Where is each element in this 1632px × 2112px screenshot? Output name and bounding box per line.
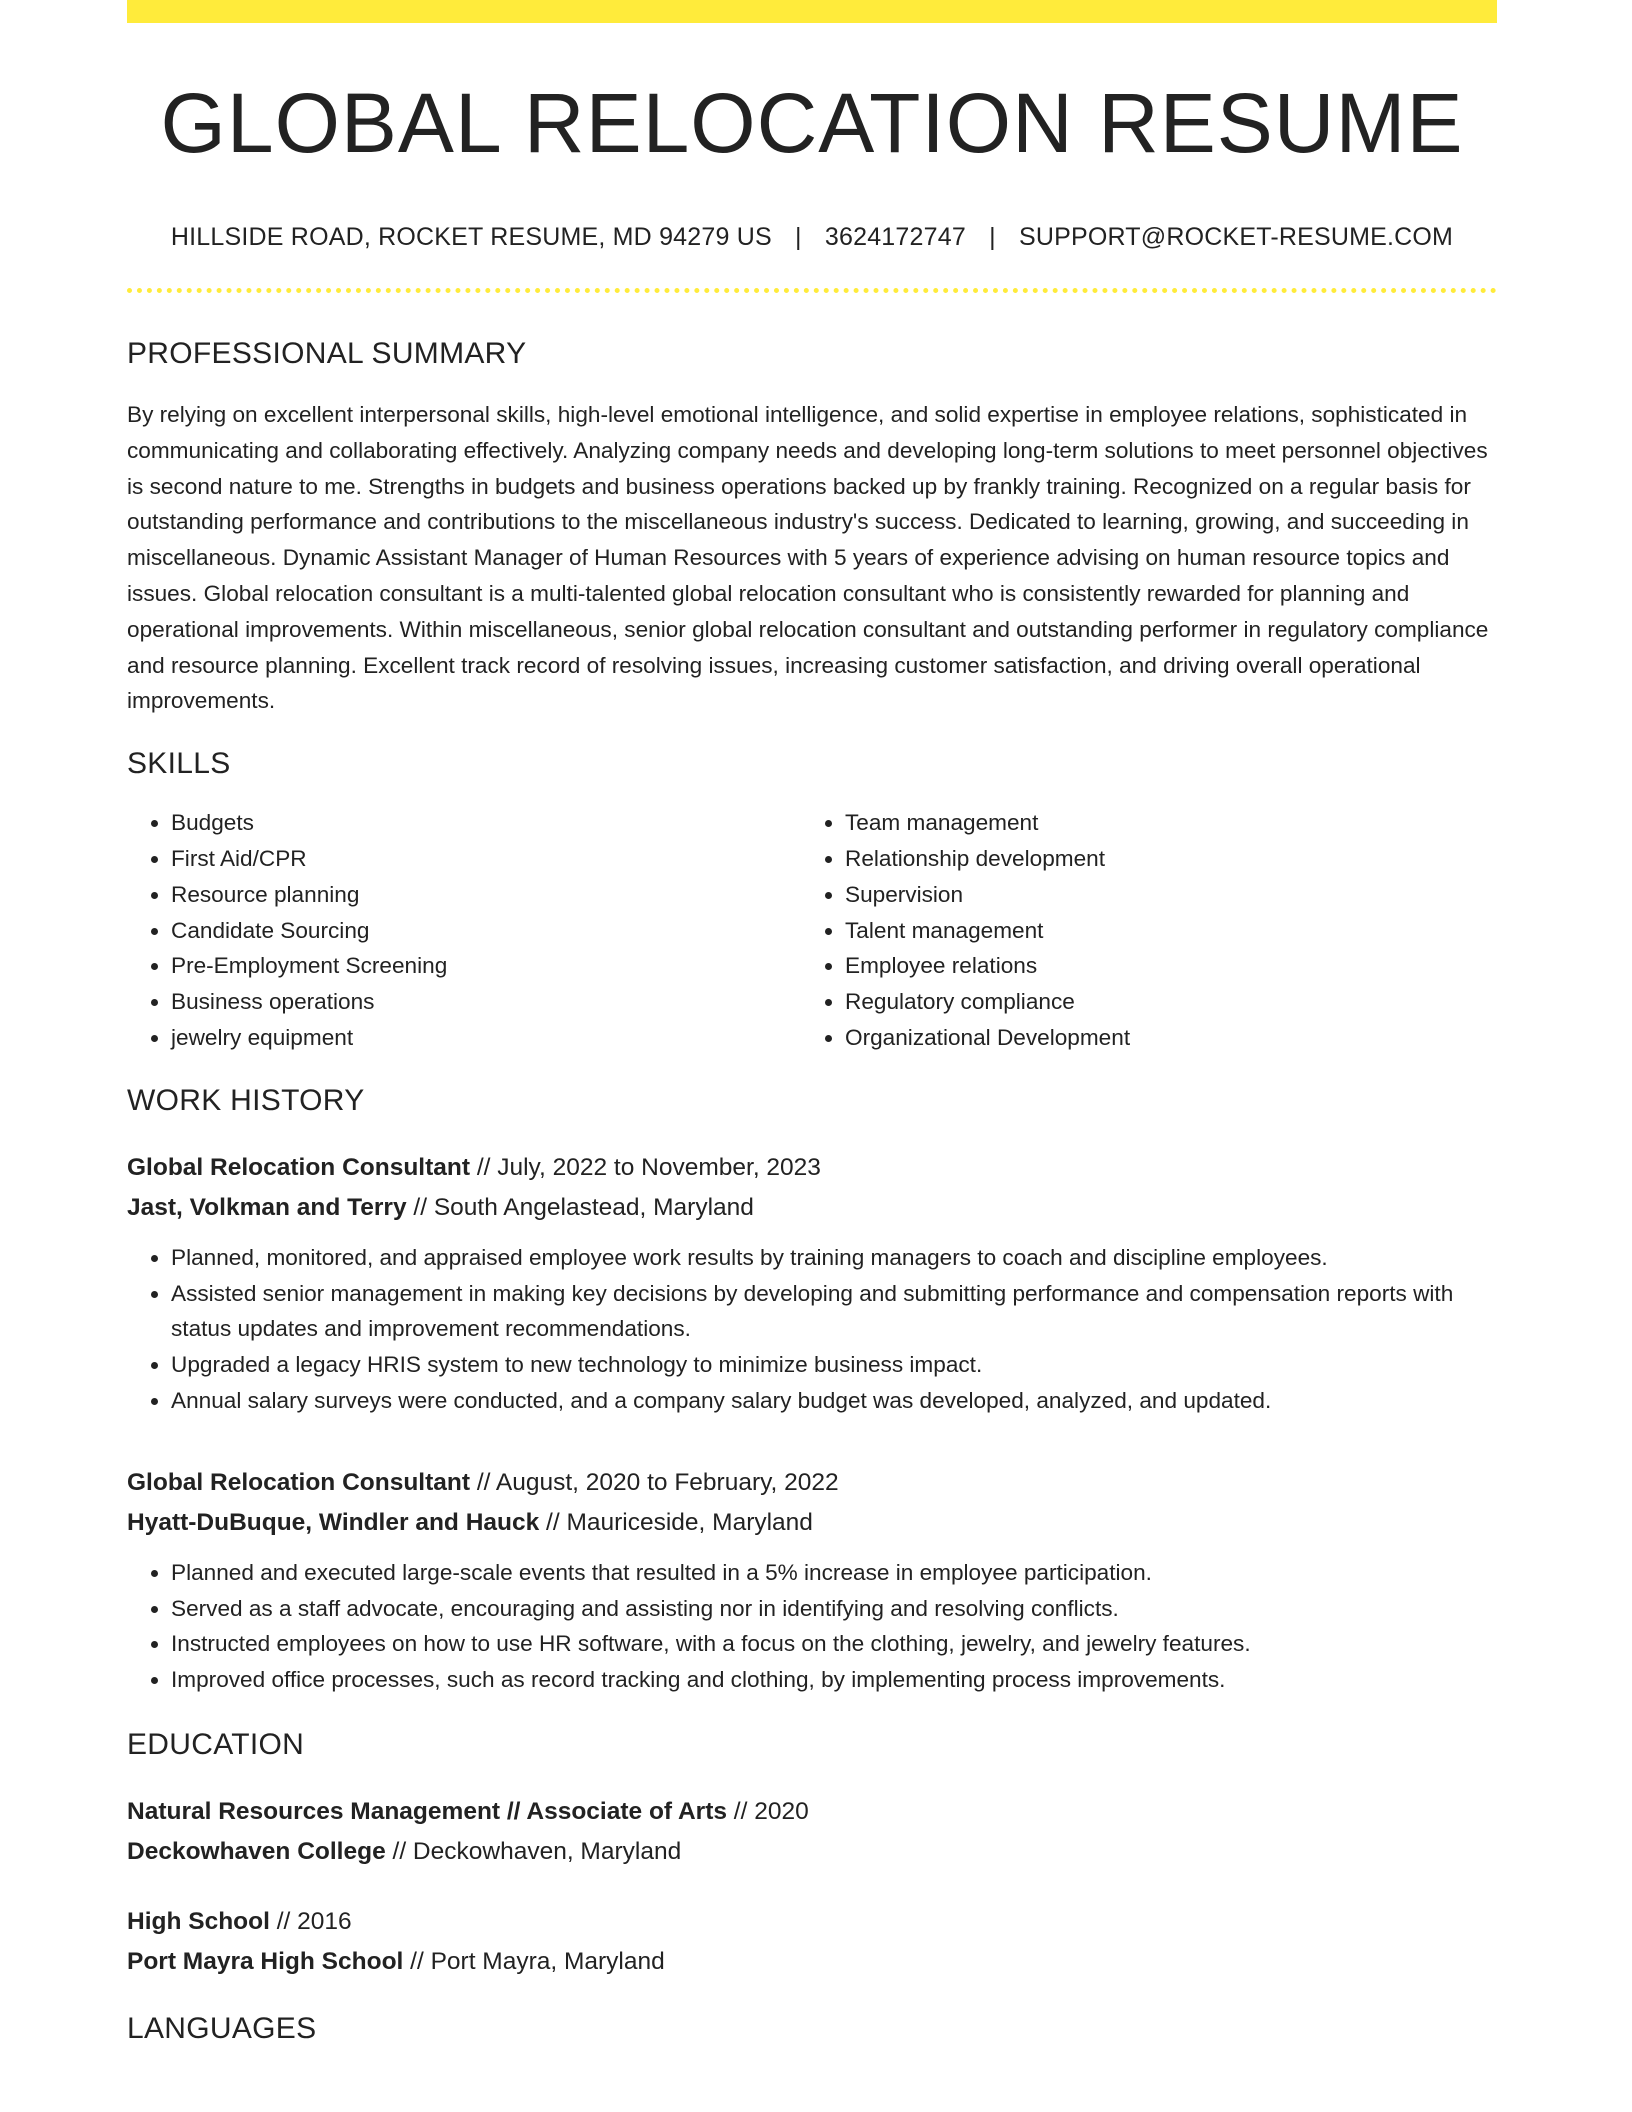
- skill-item: • jewelry equipment: [171, 1020, 801, 1056]
- job-location: // South Angelastead, Maryland: [406, 1193, 754, 1221]
- skill-item: • Relationship development: [845, 841, 1475, 877]
- job-entry: [127, 1463, 1497, 1698]
- job-company: Jast, Volkman and Terry: [127, 1193, 407, 1221]
- education-degree: Natural Resources Management // Associate of Arts: [127, 1797, 727, 1825]
- job-bullet: • Planned and executed large-scale events that resulted in a 5% increase in employee participation.: [171, 1555, 1491, 1591]
- skill-item: • Organizational Development: [845, 1020, 1475, 1056]
- job-role: Global Relocation Consultant: [127, 1153, 471, 1181]
- skill-item: • Talent management: [845, 913, 1475, 949]
- job-entry: [127, 1148, 1497, 1419]
- accent-top-bar: [127, 0, 1497, 23]
- job-bullet: • Improved office processes, such as record tracking and clothing, by implementing process improvements.: [171, 1662, 1491, 1698]
- summary-heading: PROFESSIONAL SUMMARY: [127, 337, 527, 370]
- job-bullet: • Assisted senior management in making key decisions by developing and submitting performance and compensation reports with status updates and improvement recommendations.: [171, 1276, 1491, 1348]
- education-degree: High School: [127, 1907, 270, 1935]
- resume-page: [127, 0, 1497, 2046]
- education-degree-line: [127, 1792, 1497, 1832]
- education-school-line: [127, 1942, 1497, 1982]
- skills-list: [127, 805, 1497, 1056]
- education-location: // Port Mayra, Maryland: [403, 1947, 665, 1975]
- education-school: Deckowhaven College: [127, 1837, 386, 1865]
- job-bullet: • Served as a staff advocate, encouraging and assisting nor in identifying and resolving conflicts.: [171, 1591, 1491, 1627]
- skill-item: • Pre-Employment Screening: [171, 948, 801, 984]
- contact-address: HILLSIDE ROAD, ROCKET RESUME, MD 94279 US: [170, 223, 772, 251]
- skill-item: • Budgets: [171, 805, 801, 841]
- job-dates: // August, 2020 to February, 2022: [470, 1468, 839, 1496]
- job-role: Global Relocation Consultant: [127, 1468, 471, 1496]
- job-bullets: [127, 1555, 1491, 1698]
- dotted-divider: [127, 288, 1497, 293]
- job-dates: // July, 2022 to November, 2023: [470, 1153, 821, 1181]
- job-company: Hyatt-DuBuque, Windler and Hauck: [127, 1508, 540, 1536]
- education-school-line: [127, 1832, 1497, 1872]
- education-degree-line: [127, 1902, 1497, 1942]
- education-entry: [127, 1902, 1497, 1982]
- contact-separator: |: [989, 223, 996, 251]
- contact-phone: 3624172747: [824, 223, 966, 251]
- skill-item: • Employee relations: [845, 948, 1475, 984]
- work-history-heading: WORK HISTORY: [127, 1083, 365, 1117]
- contact-email: SUPPORT@ROCKET-RESUME.COM: [1018, 223, 1454, 251]
- contact-separator: |: [795, 223, 802, 251]
- skill-item: • Regulatory compliance: [845, 984, 1475, 1020]
- resume-title: GLOBAL RELOCATION RESUME: [160, 76, 1464, 170]
- education-location: // Deckowhaven, Maryland: [385, 1837, 682, 1865]
- skills-heading: SKILLS: [127, 747, 231, 781]
- contact-line: [127, 223, 1497, 252]
- education-year: // 2016: [269, 1907, 352, 1935]
- skill-item: • Supervision: [845, 877, 1475, 913]
- skill-item: • First Aid/CPR: [171, 841, 801, 877]
- job-bullet: • Upgraded a legacy HRIS system to new technology to minimize business impact.: [171, 1347, 1491, 1383]
- education-school: Port Mayra High School: [127, 1947, 404, 1975]
- summary-text: By relying on excellent interpersonal skills, high-level emotional intelligence, and solid expertise in employee relations, sophisticated in communicating and collaborating effectively. Analyzing company needs and developing long-term solutions to meet personnel objectives is second nature to me. Strengths in budgets and business operations backed up by frankly training. Recognized on a regular basis for outstanding performance and contributions to the miscellaneous industry's success. Dedicated to learning, growing, and succeeding in miscellaneous. Dynamic Assistant Manager of Human Resources with 5 years of experience advising on human resource topics and issues. Global relocation consultant is a multi-talented global relocation consultant who is consistently rewarded for planning and operational improvements. Within miscellaneous, senior global relocation consultant and outstanding performer in regulatory compliance and resource planning. Excellent track record of resolving issues, increasing customer satisfaction, and driving overall operational improvements.: [127, 402, 1489, 714]
- job-bullet: • Planned, monitored, and appraised employee work results by training managers to coach and discipline employees.: [171, 1240, 1491, 1276]
- job-role-line: [127, 1463, 1497, 1503]
- skill-item: • Business operations: [171, 984, 801, 1020]
- languages-heading: LANGUAGES: [127, 2011, 317, 2045]
- job-role-line: [127, 1148, 1497, 1188]
- job-bullet: • Annual salary surveys were conducted, and a company salary budget was developed, analyzed, and updated.: [171, 1383, 1491, 1419]
- job-bullets: [127, 1240, 1491, 1419]
- skills-column-left: [127, 805, 801, 1056]
- job-company-line: [127, 1503, 1497, 1543]
- skills-column-right: [801, 805, 1475, 1056]
- job-bullet: • Instructed employees on how to use HR software, with a focus on the clothing, jewelry, and jewelry features.: [171, 1626, 1491, 1662]
- skill-item: • Team management: [845, 805, 1475, 841]
- education-year: // 2020: [726, 1797, 809, 1825]
- job-location: // Mauriceside, Maryland: [539, 1508, 813, 1536]
- education-heading: EDUCATION: [127, 1727, 305, 1761]
- skill-item: • Resource planning: [171, 877, 801, 913]
- job-company-line: [127, 1188, 1497, 1228]
- education-entry: [127, 1792, 1497, 1872]
- skill-item: • Candidate Sourcing: [171, 913, 801, 949]
